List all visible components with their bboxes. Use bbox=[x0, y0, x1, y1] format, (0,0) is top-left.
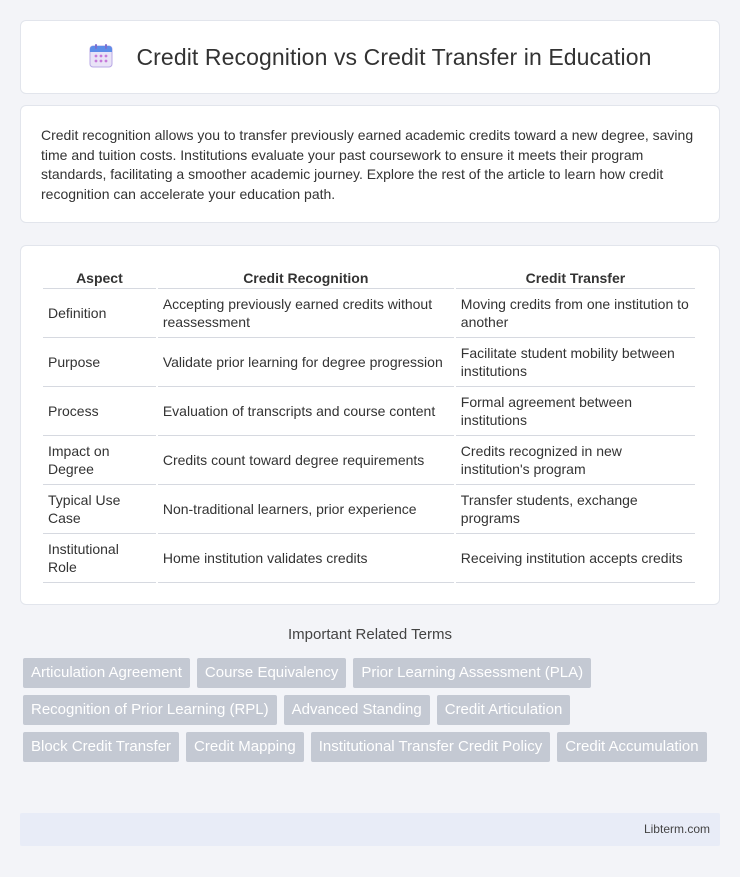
table-cell-transfer: Facilitate student mobility between institutions bbox=[456, 338, 695, 387]
table-cell-transfer: Receiving institution accepts credits bbox=[456, 534, 695, 583]
term-tag[interactable]: Articulation Agreement bbox=[23, 658, 190, 688]
term-tag[interactable]: Block Credit Transfer bbox=[23, 732, 179, 762]
table-row bbox=[43, 338, 695, 387]
table-cell-aspect: Impact on Degree bbox=[43, 436, 156, 485]
table-cell-aspect: Typical Use Case bbox=[43, 485, 156, 534]
table-cell-transfer: Credits recognized in new institution's program bbox=[456, 436, 695, 485]
table-cell-recognition: Accepting previously earned credits without reassessment bbox=[158, 289, 454, 338]
header-card bbox=[20, 20, 720, 94]
related-terms-title: Important Related Terms bbox=[288, 626, 452, 643]
intro-card bbox=[20, 105, 720, 223]
column-header-credit-recognition: Credit Recognition bbox=[158, 267, 454, 289]
term-tag[interactable]: Credit Accumulation bbox=[557, 732, 706, 762]
term-tag[interactable]: Credit Mapping bbox=[186, 732, 304, 762]
table-cell-transfer: Moving credits from one institution to another bbox=[456, 289, 695, 338]
term-tag[interactable]: Prior Learning Assessment (PLA) bbox=[353, 658, 591, 688]
table-cell-recognition: Credits count toward degree requirements bbox=[158, 436, 454, 485]
footer bbox=[20, 813, 720, 846]
comparison-table-card bbox=[20, 245, 720, 605]
term-tag[interactable]: Course Equivalency bbox=[197, 658, 346, 688]
related-terms-list bbox=[23, 658, 723, 762]
table-cell-aspect: Purpose bbox=[43, 338, 156, 387]
table-header-row bbox=[43, 267, 695, 289]
page-title: Credit Recognition vs Credit Transfer in Education bbox=[136, 43, 652, 70]
table-cell-recognition: Evaluation of transcripts and course content bbox=[158, 387, 454, 436]
table-row bbox=[43, 534, 695, 583]
table-cell-recognition: Validate prior learning for degree progression bbox=[158, 338, 454, 387]
table-cell-transfer: Transfer students, exchange programs bbox=[456, 485, 695, 534]
column-header-credit-transfer: Credit Transfer bbox=[456, 267, 695, 289]
term-tag[interactable]: Advanced Standing bbox=[284, 695, 430, 725]
calendar-icon bbox=[88, 43, 114, 69]
table-cell-transfer: Formal agreement between institutions bbox=[456, 387, 695, 436]
table-row bbox=[43, 387, 695, 436]
term-tag[interactable]: Institutional Transfer Credit Policy bbox=[311, 732, 550, 762]
intro-paragraph: Credit recognition allows you to transfer previously earned academic credits toward a new degree, saving time and tuition costs. Institutions evaluate your past coursework to ensure it meets their program standards, facilitating a smoother academic journey. Explore the rest of the article to learn how credit recognition can accelerate your education path. bbox=[41, 127, 694, 202]
table-cell-recognition: Non-traditional learners, prior experience bbox=[158, 485, 454, 534]
term-tag[interactable]: Recognition of Prior Learning (RPL) bbox=[23, 695, 277, 725]
table-cell-recognition: Home institution validates credits bbox=[158, 534, 454, 583]
footer-brand-link[interactable]: Libterm.com bbox=[643, 822, 710, 836]
table-cell-aspect: Definition bbox=[43, 289, 156, 338]
table-cell-aspect: Institutional Role bbox=[43, 534, 156, 583]
table-cell-aspect: Process bbox=[43, 387, 156, 436]
column-header-aspect: Aspect bbox=[43, 267, 156, 289]
table-row bbox=[43, 485, 695, 534]
table-row bbox=[43, 436, 695, 485]
comparison-table bbox=[41, 267, 697, 583]
table-row bbox=[43, 289, 695, 338]
term-tag[interactable]: Credit Articulation bbox=[437, 695, 571, 725]
